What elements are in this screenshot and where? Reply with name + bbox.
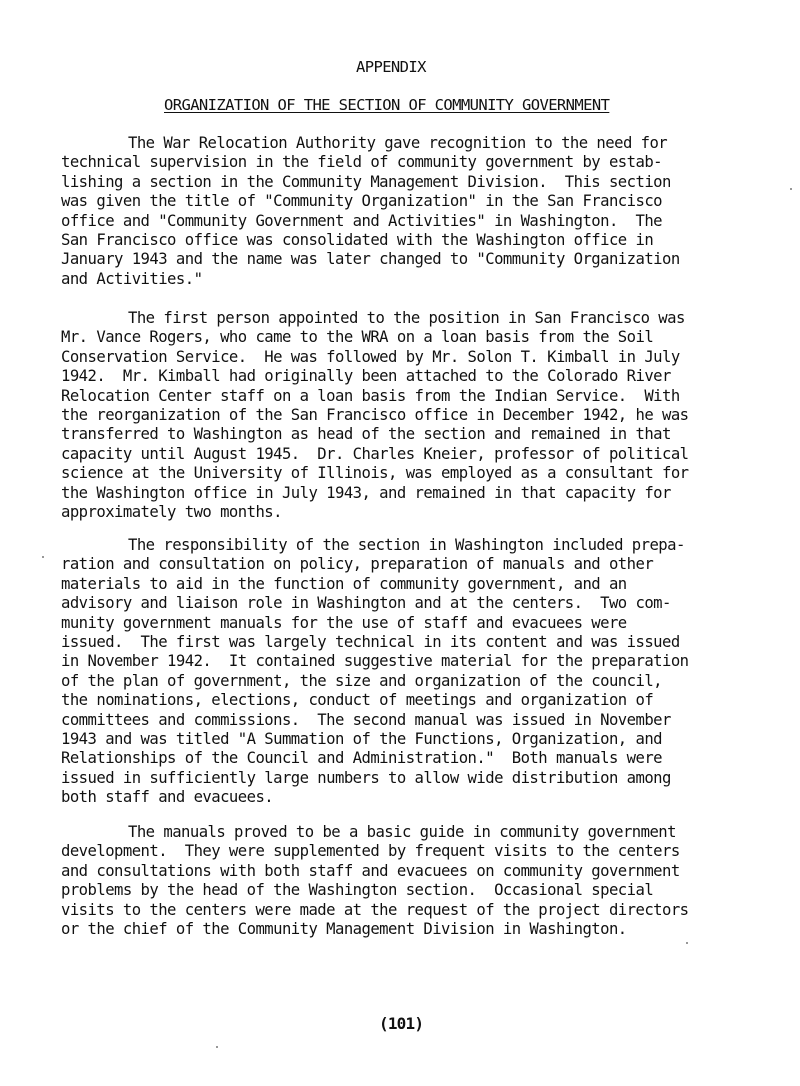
text-line: of the plan of government, the size and organization of the council, bbox=[61, 671, 663, 690]
scan-speck bbox=[42, 556, 44, 558]
text-line: Mr. Vance Rogers, who came to the WRA on a loan basis from the Soil bbox=[61, 328, 654, 347]
text-line: or the chief of the Community Management Division in Washington. bbox=[61, 919, 627, 938]
text-line: ration and consultation on policy, preparation of manuals and other bbox=[61, 555, 654, 574]
paragraph-3 bbox=[61, 536, 751, 807]
text-line: technical supervision in the field of community government by estab- bbox=[61, 153, 663, 172]
text-line: capacity until August 1945. Dr. Charles Kneier, professor of political bbox=[61, 444, 689, 463]
text-line: munity government manuals for the use of staff and evacuees were bbox=[61, 613, 627, 632]
text-line: advisory and liaison role in Washington and at the centers. Two com- bbox=[61, 594, 671, 613]
text-line: The first person appointed to the position in San Francisco was bbox=[128, 309, 685, 327]
text-line: the reorganization of the San Francisco office in December 1942, he was bbox=[61, 405, 689, 424]
appendix-heading: APPENDIX bbox=[356, 58, 426, 76]
text-line: The War Relocation Authority gave recognition to the need for bbox=[128, 134, 668, 152]
text-line: The responsibility of the section in Washington included prepa- bbox=[128, 536, 685, 554]
text-line: issued in sufficiently large numbers to allow wide distribution among bbox=[61, 768, 671, 787]
text-line: issued. The first was largely technical in its content and was issued bbox=[61, 632, 680, 651]
text-line: Conservation Service. He was followed by Mr. Solon T. Kimball in July bbox=[61, 347, 680, 366]
scan-speck bbox=[686, 942, 688, 944]
paragraph-1 bbox=[61, 134, 751, 289]
paragraph-4 bbox=[61, 823, 751, 939]
text-line: visits to the centers were made at the request of the project directors bbox=[61, 900, 689, 919]
text-line: problems by the head of the Washington section. Occasional special bbox=[61, 881, 654, 900]
text-line: and consultations with both staff and evacuees on community government bbox=[61, 861, 680, 880]
text-line: lishing a section in the Community Management Division. This section bbox=[61, 172, 671, 191]
text-line: the nominations, elections, conduct of meetings and organization of bbox=[61, 691, 654, 710]
text-line: and Activities." bbox=[61, 269, 203, 288]
text-line: San Francisco office was consolidated with the Washington office in bbox=[61, 230, 654, 249]
text-line: 1942. Mr. Kimball had originally been attached to the Colorado River bbox=[61, 367, 671, 386]
paragraph-2 bbox=[61, 309, 751, 522]
text-line: development. They were supplemented by frequent visits to the centers bbox=[61, 842, 680, 861]
text-line: office and "Community Government and Activities" in Washington. The bbox=[61, 211, 663, 230]
text-line: both staff and evacuees. bbox=[61, 788, 274, 807]
text-line: Relocation Center staff on a loan basis from the Indian Service. With bbox=[61, 386, 680, 405]
text-line: 1943 and was titled "A Summation of the Functions, Organization, and bbox=[61, 729, 663, 748]
scan-speck bbox=[216, 1046, 218, 1048]
text-line: Relationships of the Council and Administration." Both manuals were bbox=[61, 749, 663, 768]
text-line: in November 1942. It contained suggestive material for the preparation bbox=[61, 652, 689, 671]
text-line: was given the title of "Community Organization" in the San Francisco bbox=[61, 192, 663, 211]
text-line: the Washington office in July 1943, and remained in that capacity for bbox=[61, 483, 671, 502]
text-line: The manuals proved to be a basic guide in community government bbox=[128, 823, 676, 841]
text-line: science at the University of Illinois, was employed as a consultant for bbox=[61, 464, 689, 483]
text-line: materials to aid in the function of community government, and an bbox=[61, 574, 627, 593]
text-line: committees and commissions. The second manual was issued in November bbox=[61, 710, 671, 729]
scan-speck bbox=[790, 188, 792, 190]
text-line: transferred to Washington as head of the section and remained in that bbox=[61, 425, 671, 444]
page-number: (101) bbox=[379, 1014, 424, 1033]
text-line: January 1943 and the name was later changed to "Community Organization bbox=[61, 250, 680, 269]
text-line: approximately two months. bbox=[61, 502, 282, 521]
section-title: ORGANIZATION OF THE SECTION OF COMMUNITY GOVERNMENT bbox=[164, 96, 610, 114]
